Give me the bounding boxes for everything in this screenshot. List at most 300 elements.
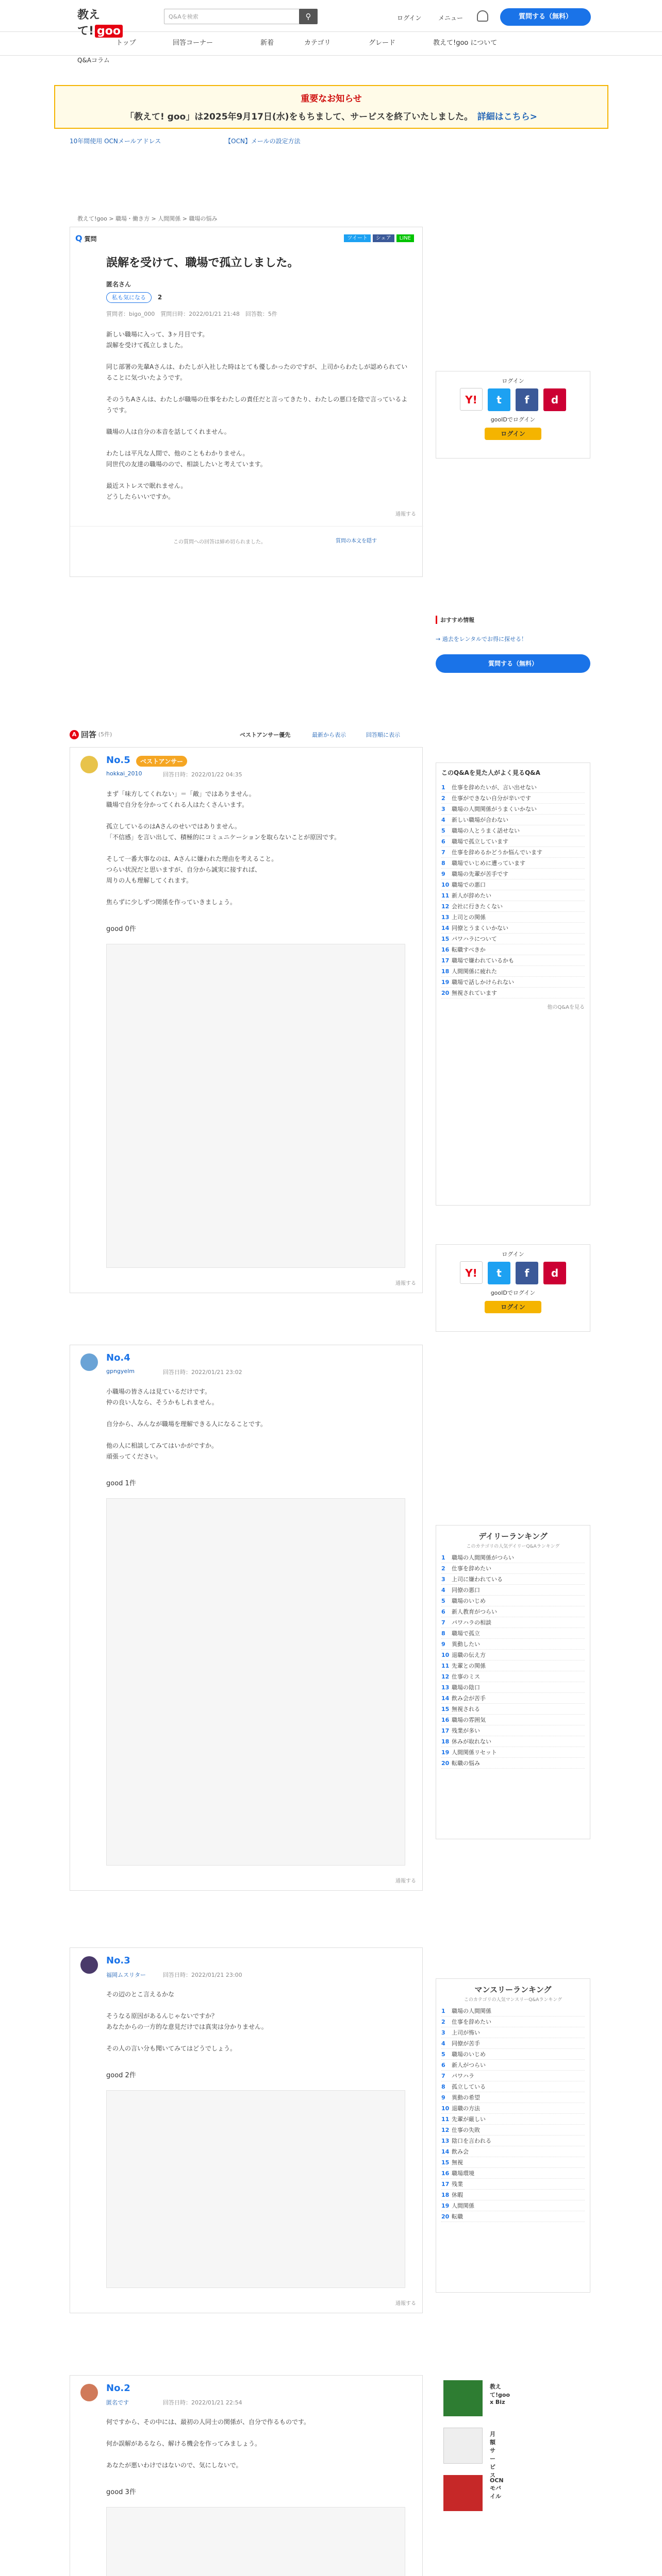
answer-body-line: 焦らずに少しずつ関係を作っていきましょう。 (106, 899, 237, 906)
answers-header (70, 729, 423, 741)
ranking-number: 6 (441, 2062, 445, 2069)
ranking-text: 新人がつらい (452, 2062, 486, 2069)
ranking-number: 17 (441, 1727, 450, 1734)
ranking-number: 1 (441, 784, 445, 791)
ranking-number: 15 (441, 2159, 450, 2166)
logo-goo: goo (95, 25, 123, 38)
thank-you-box (106, 2507, 405, 2576)
daily-ranking-sub: このカテゴリの人気デイリーQ&Aランキング (466, 1544, 560, 1549)
ranking-text: 職場で話しかけられない (452, 979, 514, 986)
nav-about[interactable]: 教えて!goo について (433, 39, 498, 47)
ranking-item[interactable] (441, 2200, 585, 2211)
ranking-number: 9 (441, 2094, 445, 2101)
ranking-item[interactable] (441, 1747, 585, 1758)
ranking-text: 人間関係リセット (452, 1749, 497, 1756)
ranking-item[interactable] (441, 977, 585, 988)
avatar[interactable] (80, 1956, 98, 1974)
ranking-text: 仕事の失敗 (452, 2127, 480, 2133)
question-body-line: 最近ストレスで眠れません。 (106, 482, 187, 489)
ranking-text: 上司が怖い (452, 2029, 480, 2036)
nav-category[interactable]: カテゴリ (304, 39, 331, 47)
question-body-line: そのうちAさんは、わたしが職場の仕事をわたしの責任だと言ってきたり、わたしの悪口を陰で言っているようです。 (106, 396, 408, 414)
helpful-count: 2 (157, 294, 162, 301)
avatar[interactable] (80, 756, 98, 773)
thank-you-box (106, 1498, 405, 1866)
report-link[interactable]: 通報する (395, 1878, 416, 1884)
ranking-text: 異動したい (452, 1641, 480, 1648)
ranking-text: 人間関係 (452, 2202, 474, 2209)
ranking-text: 休みが取れない (452, 1738, 491, 1745)
ranking-number: 14 (441, 2148, 450, 2155)
ranking-item[interactable] (441, 2157, 585, 2168)
ranking-text: パワハラについて (452, 936, 497, 942)
monthly-ranking-list (436, 2006, 590, 2222)
ranking-item[interactable] (441, 858, 585, 869)
ranking-item[interactable] (441, 923, 585, 934)
ranking-number: 15 (441, 936, 450, 942)
ranking-item[interactable] (441, 804, 585, 815)
ranking-text: 転職の悩み (452, 1760, 480, 1767)
ranking-item[interactable] (441, 2006, 585, 2016)
ranking-item[interactable] (441, 1628, 585, 1639)
answer-date: 回答日時：2022/01/22 04:35 (163, 771, 242, 778)
question-meta: 質問者：bigo_000 質問日時：2022/01/21 21:48 回答数：5件 (106, 311, 277, 317)
answer-body-line: 頑張ってください。 (106, 1453, 162, 1460)
ranking-item[interactable] (441, 815, 585, 825)
answer-body-line (106, 843, 405, 854)
docomo-login-icon[interactable]: d (543, 388, 566, 411)
sort-order[interactable]: 回答順に表示 (366, 732, 400, 738)
ranking-text: 仕事を辞めたい (452, 1565, 491, 1572)
notice-text: 「教えて! goo」は2025年9月17日(水)をもちまして、サービスを終了いたしました。 詳細はこちら> (125, 112, 537, 122)
ranking-number: 20 (441, 2213, 450, 2220)
ranking-item[interactable] (441, 2060, 585, 2071)
question-card (70, 227, 423, 577)
question-body-line: 誤解を受けて孤立しました。 (106, 342, 187, 349)
ranking-text: 職場のいじめ (452, 1598, 486, 1604)
nav-top[interactable]: トップ (116, 39, 136, 47)
login-link[interactable]: ログイン (397, 14, 422, 22)
answer-number: No.2 (106, 2383, 130, 2394)
monthly-ranking (436, 1978, 590, 2293)
ranking-item[interactable] (441, 793, 585, 804)
ranking-text: 新人教育がつらい (452, 1608, 497, 1615)
ranking-number: 2 (441, 795, 445, 802)
answer-body-line (106, 886, 405, 897)
answer-body-line: 自分から、みんなが職場を理解できる人になることです。 (106, 1420, 267, 1428)
ranking-number: 12 (441, 903, 450, 910)
line-share-button[interactable]: LINE (396, 234, 414, 242)
ranking-number: 8 (441, 860, 445, 867)
site-logo[interactable] (77, 6, 134, 38)
ranking-text: 退職の方法 (452, 2105, 480, 2112)
answer-date: 回答日時：2022/01/21 23:02 (163, 1369, 242, 1376)
nav-column[interactable]: Q&Aコラム (77, 57, 110, 64)
ad-2[interactable]: 月額サービス (443, 2428, 483, 2464)
login-button-2[interactable]: ログイン (485, 1301, 541, 1313)
ranking-text: 職場のいじめ (452, 2051, 486, 2058)
answer-body-line: まず「味方してくれない」＝「敵」ではありません。 (106, 790, 255, 798)
twitter-login-icon[interactable]: t (488, 388, 510, 411)
ranking-number: 20 (441, 1760, 450, 1767)
related-title: このQ&Aを見た人がよく見るQ&A (441, 769, 540, 776)
ranking-text: 残業 (452, 2181, 463, 2188)
ranking-item[interactable] (441, 2081, 585, 2092)
ranking-number: 10 (441, 882, 450, 888)
ranking-item[interactable] (441, 869, 585, 879)
answer-number: No.3 (106, 1955, 130, 1966)
ranking-number: 18 (441, 1738, 450, 1745)
ranking-number: 8 (441, 1630, 445, 1637)
ranking-number: 13 (441, 1684, 450, 1691)
answer-body-line: 小職場の皆さんは見ているだけです。 (106, 1388, 211, 1395)
question-title: 誤解を受けて、職場で孤立しました。 (106, 257, 299, 269)
sidebar-ask-button[interactable]: 質問する（無料） (436, 654, 590, 673)
ranking-item[interactable] (441, 1671, 585, 1682)
ranking-item[interactable] (441, 912, 585, 923)
social-login-row-2 (436, 1261, 590, 1284)
ranking-item[interactable] (441, 1650, 585, 1660)
ranking-item[interactable] (441, 1574, 585, 1585)
ranking-text: 同僚とうまくいかない (452, 925, 508, 931)
ranking-item[interactable] (441, 1736, 585, 1747)
ranking-item[interactable] (441, 825, 585, 836)
ranking-item[interactable] (441, 955, 585, 966)
recommend-item[interactable]: → 過去をレンタルでお得に探せる！ (436, 636, 527, 642)
answer-body-line: 仲の良い人なら、そうかもしれません。 (106, 1399, 218, 1406)
facebook-login-icon[interactable]: f (516, 388, 538, 411)
ranking-item[interactable] (441, 1563, 585, 1574)
report-link[interactable]: 通報する (395, 2301, 416, 2307)
ranking-number: 6 (441, 838, 445, 845)
sidebar-login (436, 371, 590, 459)
answer-body-line: 「不信感」を言い出して、積極的にコミュニケーションを取らないことが原因です。 (106, 834, 341, 841)
answer-user[interactable]: 匿名です (106, 2399, 129, 2406)
ranking-item[interactable] (441, 2146, 585, 2157)
ranking-number: 12 (441, 1673, 450, 1680)
monthly-ranking-sub: このカテゴリの人気マンスリーQ&Aランキング (464, 1997, 562, 2003)
ranking-item[interactable] (441, 2103, 585, 2114)
ranking-item[interactable] (441, 879, 585, 890)
daily-ranking-title: デイリーランキング (478, 1532, 548, 1541)
site-header (0, 0, 662, 38)
report-link[interactable]: 通報する (395, 1281, 416, 1286)
docomo-login-icon[interactable]: d (543, 1262, 566, 1284)
ranking-number: 14 (441, 925, 450, 931)
ranking-text: 職場で嫌われているかも (452, 957, 514, 964)
yahoo-login-icon[interactable]: Y! (460, 1261, 483, 1284)
important-notice (54, 85, 608, 129)
ranking-number: 17 (441, 957, 450, 964)
ranking-item[interactable] (441, 1704, 585, 1715)
twitter-share-button[interactable]: ツイート (344, 234, 371, 242)
ranking-number: 20 (441, 990, 450, 996)
ad-3[interactable]: OCN モバイル (443, 2475, 483, 2511)
ranking-number: 11 (441, 892, 450, 899)
social-login-row (436, 388, 590, 411)
ranking-text: 転職 (452, 2213, 463, 2220)
ranking-number: 3 (441, 1576, 445, 1583)
ranking-text: 職場の人とうまく話せない (452, 827, 520, 834)
answer-body-line: 他の人に相談してみてはいかがですか。 (106, 1442, 218, 1449)
answer-card (70, 1947, 423, 2313)
ranking-text: 無視 (452, 2159, 463, 2166)
sidebar-login-2 (436, 1244, 590, 1332)
facebook-login-icon[interactable]: f (516, 1262, 538, 1284)
question-body-line: 職場の人は自分の本音を話してくれません。 (106, 428, 230, 435)
nav-new[interactable]: 新着 (260, 39, 274, 47)
nav-grade[interactable]: グレード (369, 39, 396, 47)
ranking-item[interactable] (441, 2027, 585, 2038)
ranking-item[interactable] (441, 2049, 585, 2060)
answer-card (70, 747, 423, 1293)
answer-user[interactable]: hokkai_2010 (106, 770, 142, 777)
breadcrumb[interactable]: 教えて!goo > 職場・働き方 > 人間関係 > 職場の悩み (77, 215, 218, 222)
q-icon: Q (75, 233, 82, 243)
ranking-number: 16 (441, 1717, 450, 1723)
search-icon[interactable]: ⚲ (299, 9, 318, 24)
answer-body-line (106, 810, 405, 821)
answer-number: No.5 (106, 755, 130, 766)
ranking-text: 飲み会が苦手 (452, 1695, 486, 1702)
ranking-text: 職場の先輩が苦手です (452, 871, 508, 877)
ranking-item[interactable] (441, 2168, 585, 2179)
facebook-share-button[interactable]: シェア (373, 234, 394, 242)
answer-card (70, 1345, 423, 1891)
answers-label: 回答 (80, 730, 96, 739)
ranking-number: 5 (441, 827, 445, 834)
ranking-item[interactable] (441, 988, 585, 998)
ranking-text: 残業が多い (452, 1727, 480, 1734)
ranking-item[interactable] (441, 2016, 585, 2027)
answer-body-line: あなたからの一方的な意見だけでは真実は分かりません。 (106, 2023, 268, 2030)
ranking-number: 2 (441, 1565, 445, 1572)
answer-body (106, 2417, 405, 2471)
login-title: ログイン (502, 378, 524, 384)
thank-you-box (106, 2090, 405, 2288)
question-body-line (106, 437, 410, 448)
ranking-item[interactable] (441, 1660, 585, 1671)
answer-body-line: 職場で自分を分かってくれる人はたくさんいます。 (106, 801, 249, 808)
daily-ranking-list (436, 1552, 590, 1769)
related-list (436, 782, 590, 998)
search-input[interactable]: Q&Aを検索 (164, 9, 303, 24)
ranking-text: 先輩との関係 (452, 1663, 486, 1669)
ranking-number: 11 (441, 2116, 450, 2123)
answer-body-line (106, 2000, 405, 2011)
question-user[interactable]: 匿名さん (106, 281, 131, 288)
answers-count: (5件) (98, 731, 112, 738)
question-body-line: 新しい職場に入って、3ヶ月目です。 (106, 331, 209, 338)
answer-user[interactable]: gpngyelm (106, 1368, 135, 1375)
ranking-item[interactable] (441, 1617, 585, 1628)
ranking-number: 14 (441, 1695, 450, 1702)
sub-link-2[interactable]: 【OCN】メールの設定方法 (225, 138, 301, 145)
answer-body-line: 周りの人も理解してくれます。 (106, 877, 193, 884)
ranking-text: パワハラの相談 (452, 1619, 491, 1626)
answer-user[interactable]: 福岡ムスリター (106, 1972, 146, 1978)
ranking-text: 職場の人間関係がうまくいかない (452, 806, 537, 812)
ranking-item[interactable] (441, 944, 585, 955)
ranking-item[interactable] (441, 1758, 585, 1769)
helpful-row (106, 293, 162, 301)
ranking-item[interactable] (441, 2136, 585, 2146)
ranking-text: 新しい職場が合わない (452, 817, 508, 823)
ranking-number: 1 (441, 2008, 445, 2014)
ranking-item[interactable] (441, 2125, 585, 2136)
ranking-item[interactable] (441, 934, 585, 944)
answer-card (70, 2375, 423, 2576)
ranking-item[interactable] (441, 782, 585, 793)
ranking-text: 上司に嫌われている (452, 1576, 503, 1583)
ranking-text: 仕事ができない自分が辛いです (452, 795, 531, 802)
ranking-item[interactable] (441, 836, 585, 847)
answer-body (106, 789, 405, 908)
ranking-number: 13 (441, 914, 450, 921)
hide-body-link[interactable]: 質問の本文を隠す (336, 538, 377, 544)
closed-note: この質問への回答は締め切られました。 (173, 539, 266, 545)
ranking-item[interactable] (441, 2092, 585, 2103)
ask-question-button[interactable]: 質問する（無料） (500, 8, 591, 26)
recommend-title: おすすめ情報 (436, 616, 474, 624)
answer-body-line: そうなる原因があるんじゃないですか？ (106, 2012, 218, 2020)
share-buttons (344, 233, 414, 241)
logo-text: 教えて! (77, 9, 101, 38)
login-sub-2: gooIDでログイン (490, 1290, 536, 1296)
ranking-text: 上司との関係 (452, 914, 486, 921)
sort-new[interactable]: 最新から表示 (312, 732, 346, 738)
ranking-item[interactable] (441, 1715, 585, 1725)
answer-date: 回答日時：2022/01/21 23:00 (163, 1972, 242, 1978)
ranking-item[interactable] (441, 1585, 585, 1596)
question-body-line (106, 416, 410, 427)
ranking-item[interactable] (441, 2179, 585, 2190)
question-label: Q 質問 (75, 233, 97, 243)
good-button[interactable]: good 1件 (106, 1480, 136, 1487)
good-button[interactable]: good 3件 (106, 2488, 136, 2496)
answer-body-line: その辺のとこ言えるかな (106, 1991, 175, 1998)
ad-1[interactable]: 教えて!goo x Biz (443, 2380, 483, 2416)
ranking-text: 転職すべきか (452, 946, 486, 953)
ranking-item[interactable] (441, 847, 585, 858)
good-button[interactable]: good 2件 (106, 2072, 136, 2079)
ranking-text: 職場の人間関係がつらい (452, 1554, 514, 1561)
ranking-text: 飲み会 (452, 2148, 469, 2155)
avatar[interactable] (80, 2384, 98, 2401)
menu-link[interactable]: メニュー (438, 14, 464, 22)
ranking-number: 11 (441, 1663, 450, 1669)
ranking-item[interactable] (441, 1596, 585, 1606)
answer-body-line (106, 2428, 405, 2438)
ranking-item[interactable] (441, 1725, 585, 1736)
answer-date: 回答日時：2022/01/21 22:54 (163, 2399, 242, 2406)
answer-body (106, 1989, 405, 2054)
ranking-item[interactable] (441, 966, 585, 977)
ranking-text: 同僚の悪口 (452, 1587, 480, 1594)
answer-body (106, 1386, 405, 1462)
ranking-item[interactable] (441, 1552, 585, 1563)
ranking-text: 陰口を言われる (452, 2138, 491, 2144)
ranking-text: 職場でいじめに遭っています (452, 860, 525, 867)
ranking-item[interactable] (441, 2114, 585, 2125)
a-icon: A (70, 730, 79, 739)
ranking-number: 8 (441, 2083, 445, 2090)
ranking-item[interactable] (441, 2211, 585, 2222)
ranking-text: 職場で孤立 (452, 1630, 480, 1637)
ranking-item[interactable] (441, 2190, 585, 2200)
sort-best[interactable]: ベストアンサー優先 (240, 732, 291, 738)
twitter-login-icon[interactable]: t (488, 1262, 510, 1284)
ranking-text: 新人が辞めたい (452, 892, 491, 899)
sub-links (70, 137, 301, 145)
ranking-text: パワハラ (452, 2073, 474, 2079)
ranking-item[interactable] (441, 1639, 585, 1650)
good-button[interactable]: good 0件 (106, 925, 136, 933)
ranking-text: 無視されています (452, 990, 497, 996)
answer-body-line: 何か誤解があるなら、解ける機会を作ってみましょう。 (106, 2440, 261, 2447)
answer-body-line (106, 2032, 405, 2043)
sub-link-1[interactable]: 10年間使用 OCNメールアドレス (70, 138, 161, 145)
ranking-text: 職場で孤立しています (452, 838, 508, 845)
bell-icon[interactable] (477, 10, 488, 22)
ranking-text: 仕事を辞めるかどうか悩んでいます (452, 849, 542, 856)
ranking-text: 同僚が苦手 (452, 2040, 480, 2047)
ranking-text: 休暇 (452, 2192, 463, 2198)
login-button[interactable]: ログイン (485, 428, 541, 440)
ranking-number: 18 (441, 968, 450, 975)
best-answer-badge: ベストアンサー (136, 756, 187, 767)
nav-answer[interactable]: 回答コーナー (173, 39, 213, 47)
report-link[interactable]: 通報する (395, 512, 416, 517)
helpful-button[interactable]: 私も気になる (106, 292, 152, 303)
ranking-number: 3 (441, 2029, 445, 2036)
ranking-number: 16 (441, 2170, 450, 2177)
ranking-text: 仕事のミス (452, 1673, 480, 1680)
ranking-item[interactable] (441, 1606, 585, 1617)
answer-body-line: あなたが悪いわけではないので、気にしないで。 (106, 2462, 242, 2469)
related-qa (436, 762, 590, 1206)
question-body (106, 329, 410, 502)
daily-ranking (436, 1525, 590, 1839)
thank-you-box (106, 944, 405, 1268)
notice-link[interactable]: 詳細はこちら> (477, 112, 537, 122)
ranking-item[interactable] (441, 2038, 585, 2049)
answer-body-line (106, 1430, 405, 1440)
ranking-item[interactable] (441, 901, 585, 912)
login-sub: gooIDでログイン (490, 416, 536, 423)
ranking-item[interactable] (441, 890, 585, 901)
ranking-item[interactable] (441, 1693, 585, 1704)
answer-body-line: 何ですから、その中には、最初の人同士の関係が、自分で作るものです。 (106, 2418, 310, 2426)
ranking-number: 3 (441, 806, 445, 812)
ranking-number: 10 (441, 1652, 450, 1658)
related-more[interactable]: 他のQ&Aを見る (547, 1005, 585, 1010)
ranking-text: 異動の希望 (452, 2094, 480, 2101)
ranking-number: 4 (441, 1587, 445, 1594)
ranking-number: 12 (441, 2127, 450, 2133)
answer-body-line: 孤立しているのはAさんのせいではありません。 (106, 823, 241, 830)
ranking-item[interactable] (441, 1682, 585, 1693)
ranking-text: 退職の伝え方 (452, 1652, 486, 1658)
ranking-number: 18 (441, 2192, 450, 2198)
ranking-item[interactable] (441, 2071, 585, 2081)
avatar[interactable] (80, 1353, 98, 1371)
ranking-number: 17 (441, 2181, 450, 2188)
ranking-number: 4 (441, 2040, 445, 2047)
yahoo-login-icon[interactable]: Y! (460, 388, 483, 411)
ranking-number: 2 (441, 2019, 445, 2025)
question-body-line (106, 351, 410, 362)
